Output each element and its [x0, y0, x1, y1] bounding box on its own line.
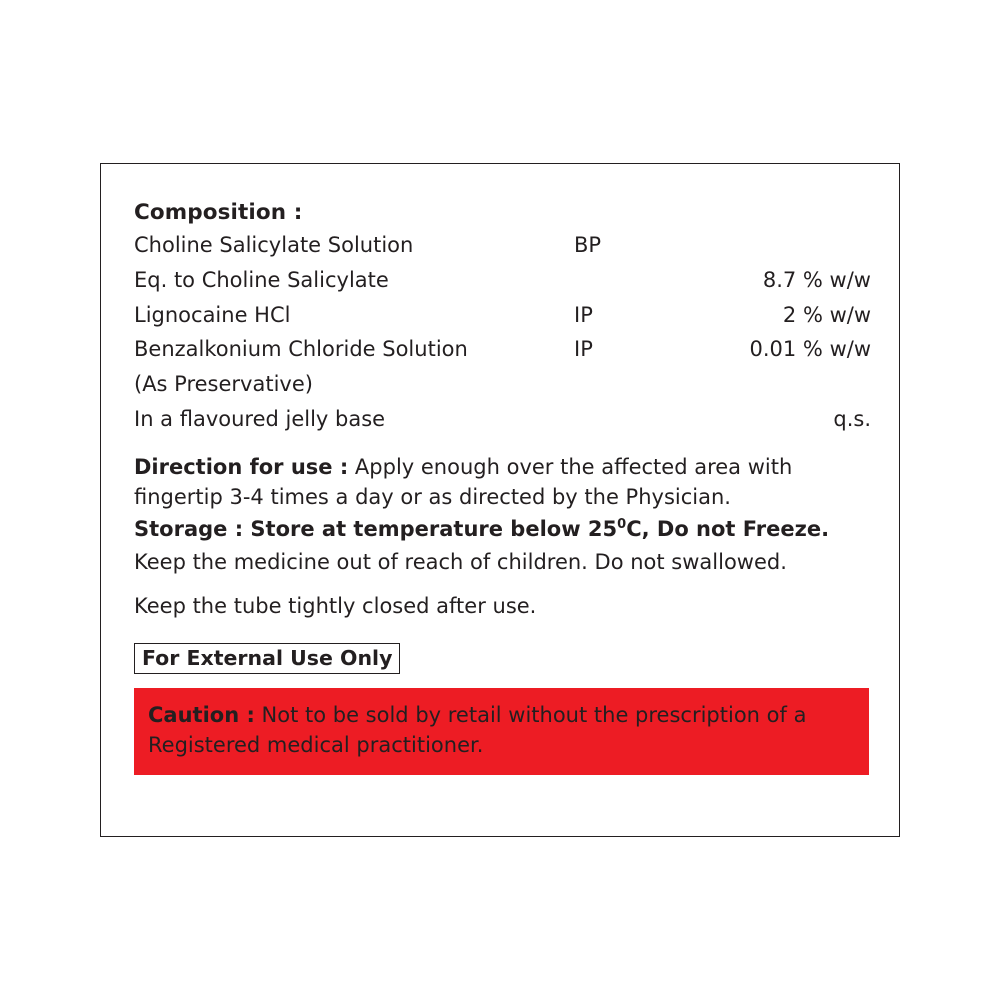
ingredient-standard: [574, 370, 694, 405]
usage-block: [134, 452, 871, 621]
table-row: [134, 335, 871, 370]
table-row: [134, 301, 871, 336]
storage-line: [134, 514, 871, 544]
ingredient-name: Eq. to Choline Salicylate: [134, 267, 389, 292]
table-row: [134, 266, 871, 301]
ingredient-name: Choline Salicylate Solution: [134, 233, 414, 257]
ingredient-name: (As Preservative): [134, 372, 313, 397]
ingredient-value: q.s.: [833, 407, 871, 432]
ingredient-standard: IP: [574, 337, 593, 362]
children-warning: Keep the medicine out of reach of children. Do not swallowed.: [134, 549, 787, 574]
storage-suffix: C, Do not Freeze.: [626, 517, 830, 542]
label-content: [134, 200, 871, 775]
ingredient-name: Benzalkonium Chloride Solution: [134, 337, 468, 362]
ingredient-standard: [574, 266, 694, 301]
table-row: [134, 405, 871, 440]
direction-text: Apply enough over the affected area with fingertip 3-4 times a day or as directed by the Physician.: [134, 454, 793, 510]
ingredient-value: [694, 370, 871, 405]
degree-symbol: 0: [617, 517, 627, 533]
ingredient-value: [694, 231, 871, 266]
ingredient-standard: [574, 405, 694, 440]
ingredient-standard: IP: [574, 302, 593, 327]
ingredient-name: Lignocaine HCl: [134, 302, 291, 327]
storage-text: [134, 517, 829, 541]
composition-table: [134, 231, 871, 440]
direction-for-use: [134, 452, 871, 512]
medicine-label-card: [100, 163, 900, 837]
tube-warning: Keep the tube tightly closed after use.: [134, 593, 537, 618]
caution-message: Not to be sold by retail without the prescription of a Registered medical practitioner.: [148, 703, 807, 758]
external-use-badge: For External Use Only: [134, 643, 400, 674]
ingredient-value: 8.7 % w/w: [762, 267, 871, 292]
composition-heading: Composition :: [134, 200, 303, 225]
ingredient-value: 2 % w/w: [782, 302, 871, 327]
storage-prefix: Storage : Store at temperature below 25: [134, 517, 618, 542]
ingredient-name: In a flavoured jelly base: [134, 407, 386, 432]
caution-label: Caution :: [148, 703, 255, 728]
caution-bar: [134, 688, 869, 775]
table-row: [134, 231, 871, 266]
direction-label: Direction for use :: [134, 454, 349, 479]
ingredient-standard: BP: [574, 233, 602, 257]
table-row: [134, 370, 871, 405]
caution-content: [148, 700, 855, 761]
ingredient-value: 0.01 % w/w: [749, 337, 871, 362]
